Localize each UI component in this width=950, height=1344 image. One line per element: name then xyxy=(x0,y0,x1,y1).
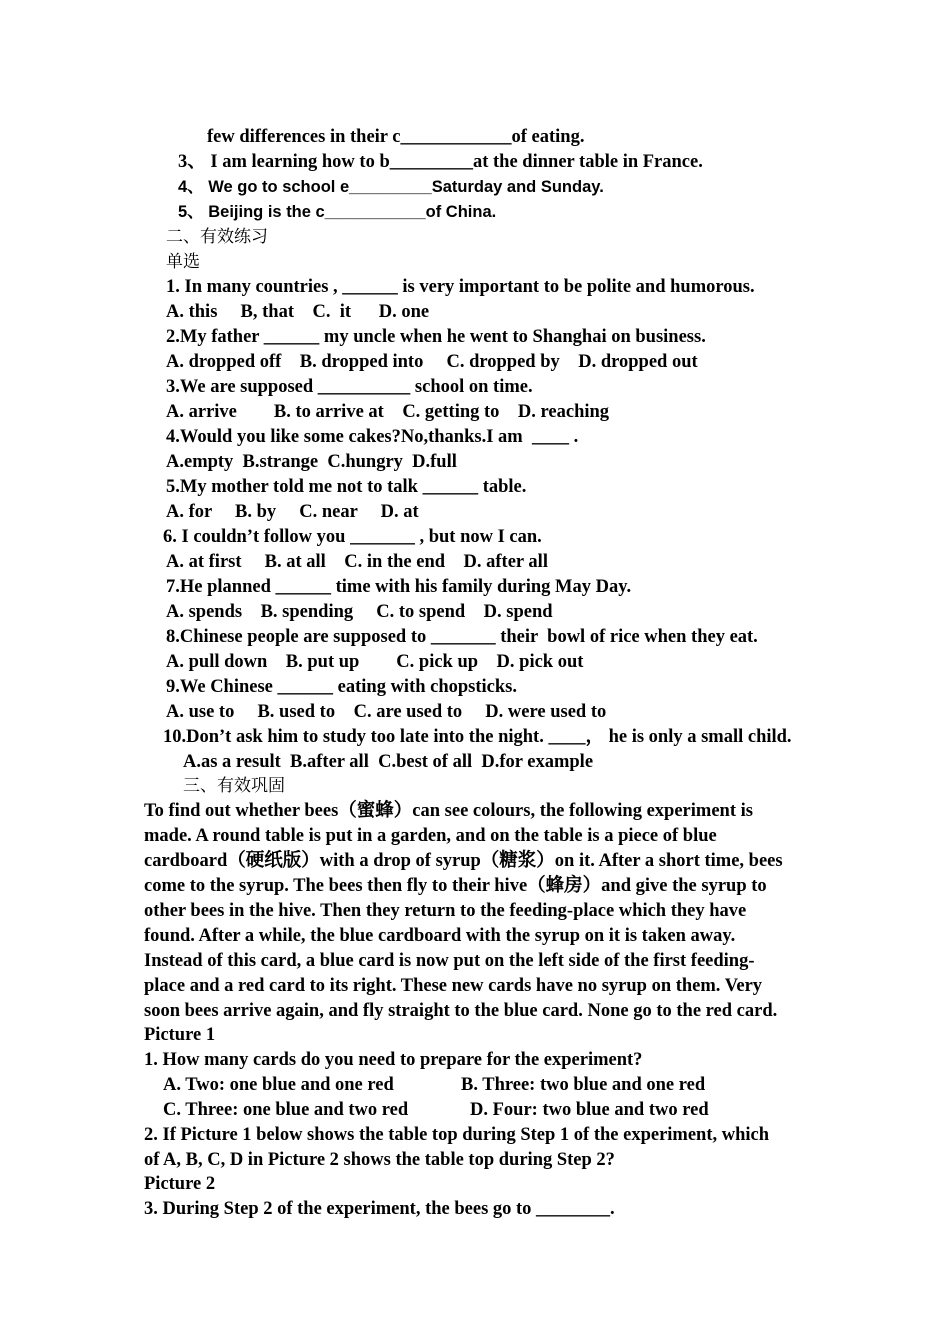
picture-label: Picture 2 xyxy=(144,1174,216,1194)
options-line: A. pull down B. put up C. pick up D. pick out xyxy=(166,652,584,672)
options-line: A. for B. by C. near D. at xyxy=(166,502,419,522)
fill-in-line: few differences in their c____________of eating. xyxy=(207,127,585,147)
options-line: A. use to B. used to C. are used to D. were used to xyxy=(166,702,607,722)
option-b: B. Three: two blue and one red xyxy=(461,1075,706,1095)
options-line: A. this B, that C. it D. one xyxy=(166,302,430,322)
fill-in-line: 3、 I am learning how to b_________at the dinner table in France. xyxy=(178,152,703,172)
picture-label: Picture 1 xyxy=(144,1025,216,1045)
question-line: 9.We Chinese ______ eating with chopsticks. xyxy=(166,677,518,697)
question-line: 10.Don’t ask him to study too late into the night. ____， he is only a small child. xyxy=(163,727,792,747)
question-line: 2. If Picture 1 below shows the table top during Step 1 of the experiment, which xyxy=(144,1125,770,1145)
option-d: D. Four: two blue and two red xyxy=(470,1100,709,1120)
passage-line: soon bees arrive again, and fly straight to the blue card. None go to the red card. xyxy=(144,1001,778,1021)
fill-in-line: 5、 Beijing is the c___________of China. xyxy=(178,203,497,221)
options-line: A.as a result B.after all C.best of all D.for example xyxy=(183,752,594,772)
question-line: 1. How many cards do you need to prepare for the experiment? xyxy=(144,1050,643,1070)
question-line: 8.Chinese people are supposed to _______ their bowl of rice when they eat. xyxy=(166,627,758,647)
question-line: 7.He planned ______ time with his family during May Day. xyxy=(166,577,632,597)
passage-line: other bees in the hive. Then they return to the feeding-place which they have xyxy=(144,901,747,921)
passage-line: cardboard（硬纸版）with a drop of syrup（糖浆）on it. After a short time, bees xyxy=(144,851,783,871)
options-line: A. spends B. spending C. to spend D. spend xyxy=(166,602,553,622)
option-c: C. Three: one blue and two red xyxy=(163,1100,409,1120)
section-title: 三、有效巩固 xyxy=(183,776,285,796)
options-line: A.empty B.strange C.hungry D.full xyxy=(166,452,457,472)
passage-line: To find out whether bees（蜜蜂）can see colours, the following experiment is xyxy=(144,801,753,821)
question-line: 3. During Step 2 of the experiment, the bees go to ________. xyxy=(144,1199,615,1219)
question-line: 6. I couldn’t follow you _______ , but now I can. xyxy=(163,527,542,547)
passage-line: made. A round table is put in a garden, and on the table is a piece of blue xyxy=(144,826,717,846)
fill-in-line: 4、 We go to school e_________Saturday and Sunday. xyxy=(178,178,604,196)
options-line: A. at first B. at all C. in the end D. after all xyxy=(166,552,548,572)
question-line: 3.We are supposed __________ school on time. xyxy=(166,377,533,397)
options-line: A. arrive B. to arrive at C. getting to D. reaching xyxy=(166,402,610,422)
section-subtitle: 单选 xyxy=(166,252,200,272)
passage-line: found. After a while, the blue cardboard with the syrup on it is taken away. xyxy=(144,926,736,946)
options-line: A. dropped off B. dropped into C. dropped by D. dropped out xyxy=(166,352,698,372)
question-line: of A, B, C, D in Picture 2 shows the table top during Step 2? xyxy=(144,1150,615,1170)
question-line: 2.My father ______ my uncle when he went to Shanghai on business. xyxy=(166,327,706,347)
option-a: A. Two: one blue and one red xyxy=(163,1075,394,1095)
passage-line: Instead of this card, a blue card is now put on the left side of the first feeding- xyxy=(144,951,755,971)
question-line: 1. In many countries , ______ is very important to be polite and humorous. xyxy=(166,277,755,297)
section-title: 二、有效练习 xyxy=(166,227,268,247)
question-line: 5.My mother told me not to talk ______ table. xyxy=(166,477,527,497)
passage-line: come to the syrup. The bees then fly to their hive（蜂房）and give the syrup to xyxy=(144,876,767,896)
question-line: 4.Would you like some cakes?No,thanks.I am ____ . xyxy=(166,427,579,447)
passage-line: place and a red card to its right. These new cards have no syrup on them. Very xyxy=(144,976,763,996)
